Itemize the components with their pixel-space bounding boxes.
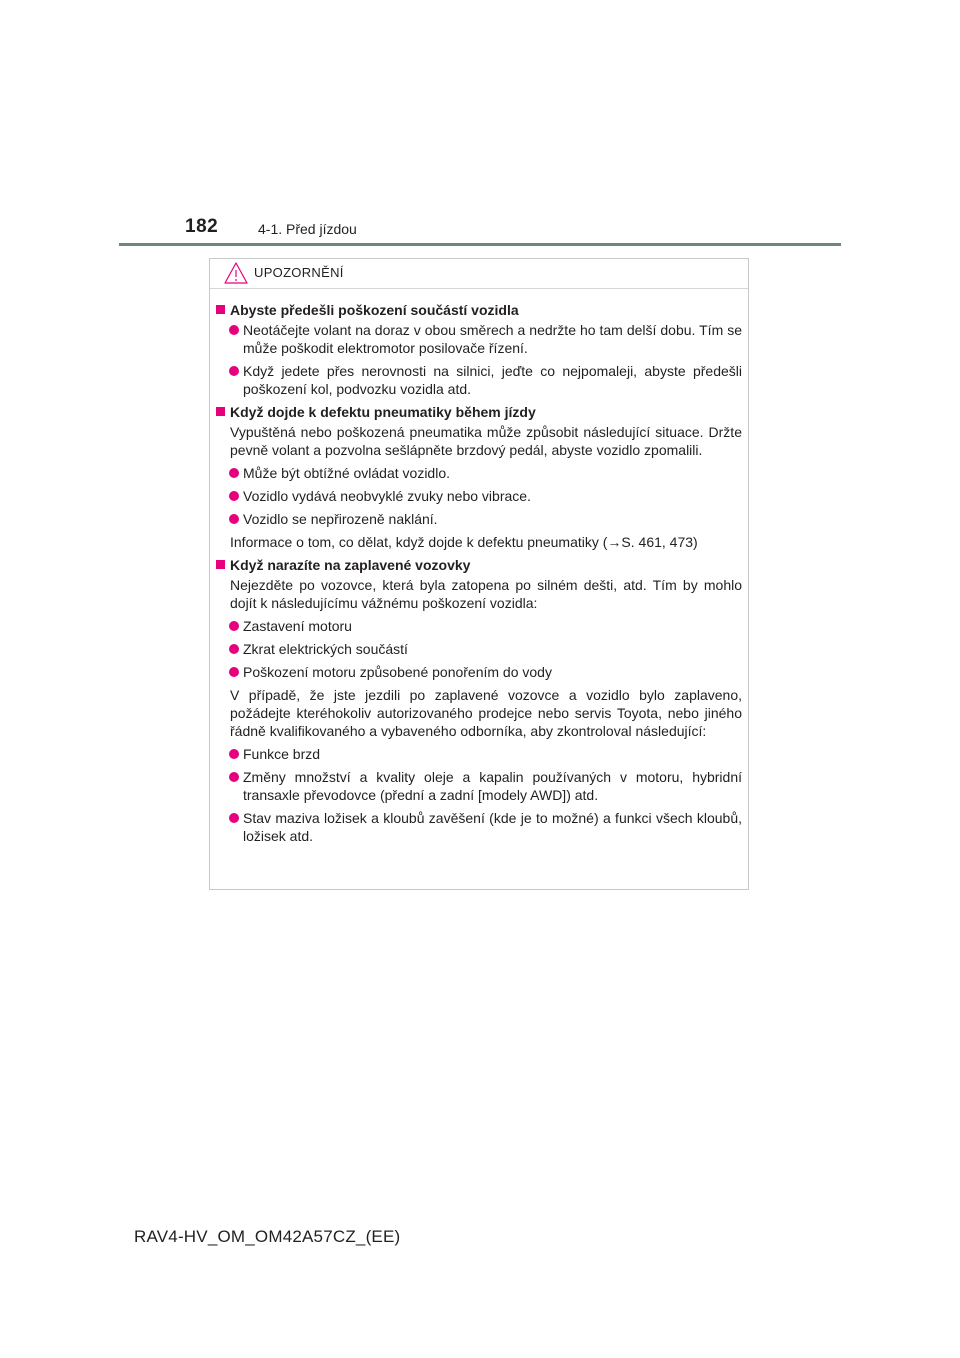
round-bullet-icon	[229, 813, 239, 823]
warning-triangle-icon	[224, 262, 248, 284]
list-item-text: Může být obtížné ovládat vozidlo.	[243, 465, 451, 481]
list-item-text: Stav maziva ložisek a kloubů zavěšení (kde je to možné) a funkci všech kloubů, ložisek atd.	[243, 810, 742, 844]
heading-text: Abyste předešli poškození součástí vozidla	[230, 302, 519, 318]
round-bullet-icon	[229, 749, 239, 759]
list-item	[216, 321, 742, 357]
list-item-text: Poškození motoru způsobené ponořením do vody	[243, 664, 552, 680]
list-item-text: Zkrat elektrických součástí	[243, 641, 408, 657]
section-heading	[216, 556, 742, 574]
warning-header	[210, 259, 748, 289]
list-item	[216, 487, 742, 505]
square-bullet-icon	[216, 305, 225, 314]
page-number: 182	[185, 216, 219, 237]
paragraph: V případě, že jste jezdili po zaplavené vozovce a vozidlo bylo zaplaveno, požádejte kteréhokoliv autorizovaného prodejce nebo servis Toyota, nebo jiného řádně kvalifikovaného a vybaveného odborníka, aby zkontroloval následující:	[230, 687, 742, 739]
list-item-text: Změny množství a kvality oleje a kapalin používaných v motoru, hybridní transaxle převodovce (přední a zadní [modely AWD]) atd.	[243, 769, 742, 803]
list-item-text: Vozidlo se nepřirozeně naklání.	[243, 511, 438, 527]
paragraph: Vypuštěná nebo poškozená pneumatika může způsobit následující situace. Držte pevně volant a pozvolna sešlápněte brzdový pedál, abyste vozidlo zpomalili.	[230, 424, 742, 458]
paragraph: Informace o tom, co dělat, když dojde k defektu pneumatiky (→S. 461, 473)	[230, 534, 698, 550]
list-item-text: Vozidlo vydává neobvyklé zvuky nebo vibrace.	[243, 488, 531, 504]
round-bullet-icon	[229, 366, 239, 376]
paragraph: Nejezděte po vozovce, která byla zatopena po silném dešti, atd. Tím by mohlo dojít k následujícímu vážnému poškození vozidla:	[230, 577, 742, 611]
list-item-text: Neotáčejte volant na doraz v obou směrech a nedržte ho tam delší dobu. Tím se může poškodit elektromotor posilovače řízení.	[243, 322, 742, 356]
list-item	[216, 640, 742, 658]
section-heading	[216, 403, 742, 421]
warning-box	[209, 258, 749, 890]
list-item	[216, 510, 742, 528]
round-bullet-icon	[229, 621, 239, 631]
list-item-text: Když jedete přes nerovnosti na silnici, jeďte co nejpomaleji, abyste předešli poškození kol, podvozku vozidla atd.	[243, 363, 742, 397]
section-heading	[216, 301, 742, 319]
list-item	[216, 663, 742, 681]
heading-text: Když narazíte na zaplavené vozovky	[230, 557, 471, 573]
round-bullet-icon	[229, 644, 239, 654]
list-item	[216, 617, 742, 635]
round-bullet-icon	[229, 772, 239, 782]
section-title: 4-1. Před jízdou	[258, 221, 357, 237]
square-bullet-icon	[216, 407, 225, 416]
list-item	[216, 745, 742, 763]
list-item	[216, 464, 742, 482]
round-bullet-icon	[229, 514, 239, 524]
warning-label: UPOZORNĚNÍ	[254, 265, 344, 280]
list-item	[216, 809, 742, 845]
round-bullet-icon	[229, 491, 239, 501]
round-bullet-icon	[229, 468, 239, 478]
round-bullet-icon	[229, 325, 239, 335]
list-item	[216, 768, 742, 804]
list-item-text: Funkce brzd	[243, 746, 321, 762]
heading-text: Když dojde k defektu pneumatiky během jízdy	[230, 404, 536, 420]
list-item-text: Zastavení motoru	[243, 618, 352, 634]
round-bullet-icon	[229, 667, 239, 677]
square-bullet-icon	[216, 560, 225, 569]
header-rule	[119, 243, 841, 246]
warning-body	[210, 289, 748, 845]
list-item	[216, 362, 742, 398]
document-code: RAV4-HV_OM_OM42A57CZ_(EE)	[134, 1227, 401, 1246]
